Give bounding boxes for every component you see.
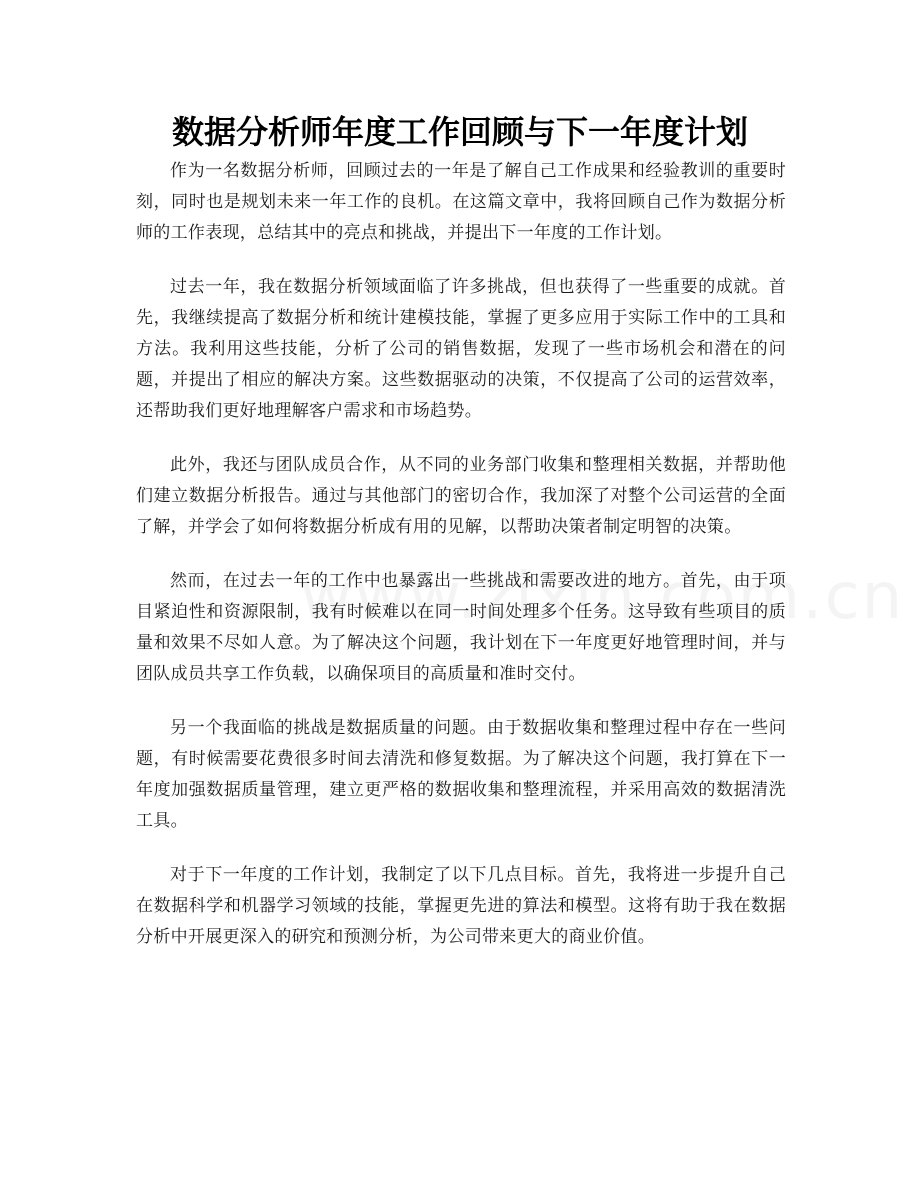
paragraph: 另一个我面临的挑战是数据质量的问题。由于数据收集和整理过程中存在一些问题，有时候需要花费很多时间去清洗和修复数据。为了解决这个问题，我打算在下一年度加强数据质量管理，建立更严格的数据收集和整理流程，并采用高效的数据清洗工具。 (136, 718, 786, 831)
paragraph: 作为一名数据分析师，回顾过去的一年是了解自己工作成果和经验教训的重要时刻，同时也是规划未来一年工作的良机。在这篇文章中，我将回顾自己作为数据分析师的工作表现，总结其中的亮点和挑战，并提出下一年度的工作计划。 (136, 161, 786, 243)
paragraph: 对于下一年度的工作计划，我制定了以下几点目标。首先，我将进一步提升自己在数据科学和机器学习领域的技能，掌握更先进的算法和模型。这将有助于我在数据分析中开展更深入的研究和预测分析，为公司带来更大的商业价值。 (136, 865, 786, 947)
paragraph: 过去一年，我在数据分析领域面临了许多挑战，但也获得了一些重要的成就。首先，我继续提高了数据分析和统计建模技能，掌握了更多应用于实际工作中的工具和方法。我利用这些技能，分析了公司的销售数据，发现了一些市场机会和潜在的问题，并提出了相应的解决方案。这些数据驱动的决策，不仅提高了公司的运营效率，还帮助我们更好地理解客户需求和市场趋势。 (136, 277, 786, 421)
paragraph: 此外，我还与团队成员合作，从不同的业务部门收集和整理相关数据，并帮助他们建立数据分析报告。通过与其他部门的密切合作，我加深了对整个公司运营的全面了解，并学会了如何将数据分析成有用的见解，以帮助决策者制定明智的决策。 (136, 455, 786, 537)
paragraph: 然而，在过去一年的工作中也暴露出一些挑战和需要改进的地方。首先，由于项目紧迫性和资源限制，我有时候难以在同一时间处理多个任务。这导致有些项目的质量和效果不尽如人意。为了解决这个问题，我计划在下一年度更好地管理时间，并与团队成员共享工作负载，以确保项目的高质量和准时交付。 (136, 571, 786, 684)
document-title: 数据分析师年度工作回顾与下一年度计划 (171, 113, 748, 151)
document-body (136, 156, 786, 976)
